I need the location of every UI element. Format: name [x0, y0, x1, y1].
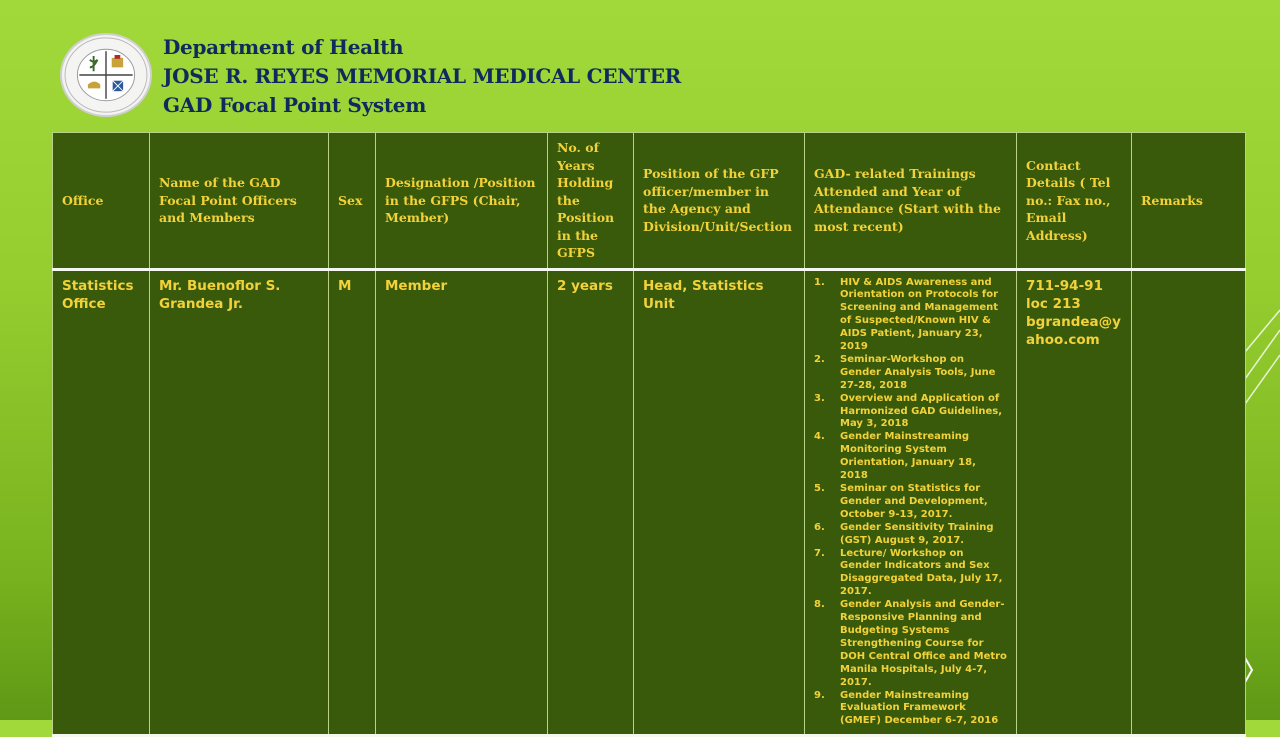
contact-email: bgrandea@yahoo.com — [1026, 313, 1121, 348]
cell-remarks — [1132, 269, 1246, 736]
col-header-trainings: GAD- related Trainings Attended and Year of Attendance (Start with the most recent) — [805, 133, 1017, 270]
list-item: 8. Gender Analysis and Gender-Responsive Planning and Budgeting Systems Strengthening Course for DOH Central Office and Metro Manila Hospitals, July 4-7, 2017. — [814, 599, 1007, 688]
table-row — [53, 269, 1246, 736]
cell-name: Mr. Buenoflor S. Grandea Jr. — [150, 269, 329, 736]
col-header-designation: Designation /Position in the GFPS (Chair, Member) — [376, 133, 548, 270]
list-item: 3. Overview and Application of Harmonized GAD Guidelines, May 3, 2018 — [814, 392, 1003, 430]
hospital-seal-icon — [60, 33, 152, 117]
col-header-name: Name of the GAD Focal Point Officers and Members — [150, 133, 329, 270]
cell-trainings — [805, 269, 1017, 736]
col-header-remarks: Remarks — [1132, 133, 1246, 270]
cell-contact — [1017, 269, 1132, 736]
col-header-sex: Sex — [329, 133, 376, 270]
list-item: 4. Gender Mainstreaming Monitoring System Orientation, January 18, 2018 — [814, 431, 976, 482]
trainings-list — [814, 277, 1007, 729]
cell-years: 2 years — [548, 269, 634, 736]
cell-designation: Member — [376, 269, 548, 736]
list-item: 5. Seminar on Statistics for Gender and Development, October 9-13, 2017. — [814, 483, 988, 520]
col-header-contact: Contact Details ( Tel no.: Fax no., Email Address) — [1017, 133, 1132, 270]
contact-tel: 711-94-91 — [1026, 277, 1103, 294]
list-item: 9. Gender Mainstreaming Evaluation Framework (GMEF) December 6-7, 2016 — [814, 689, 999, 727]
department-title: Department of Health — [163, 35, 404, 59]
col-header-position: Position of the GFP officer/member in the Agency and Division/Unit/Section — [634, 133, 805, 270]
hospital-title: JOSE R. REYES MEMORIAL MEDICAL CENTER — [163, 64, 681, 88]
page-header — [163, 33, 681, 120]
system-title: GAD Focal Point System — [163, 93, 427, 117]
table-header-row — [53, 133, 1246, 270]
col-header-years: No. of Years Holding the Position in the GFPS — [548, 133, 634, 270]
list-item: 2. Seminar-Workshop on Gender Analysis Tools, June 27-28, 2018 — [814, 353, 996, 391]
col-header-office: Office — [53, 133, 150, 270]
list-item: 1. HIV & AIDS Awareness and Orientation on Protocols for Screening and Management of Suspected/Known HIV & AIDS Patient, January 23, 2019 — [814, 276, 999, 353]
list-item: 7. Lecture/ Workshop on Gender Indicators and Sex Disaggregated Data, July 17, 2017. — [814, 547, 1003, 598]
contact-loc: loc 213 — [1026, 295, 1081, 312]
gfp-table — [52, 132, 1246, 737]
cell-office: Statistics Office — [53, 269, 150, 736]
cell-position: Head, Statistics Unit — [634, 269, 805, 736]
list-item: 6. Gender Sensitivity Training (GST) August 9, 2017. — [814, 521, 994, 546]
cell-sex: M — [329, 269, 376, 736]
